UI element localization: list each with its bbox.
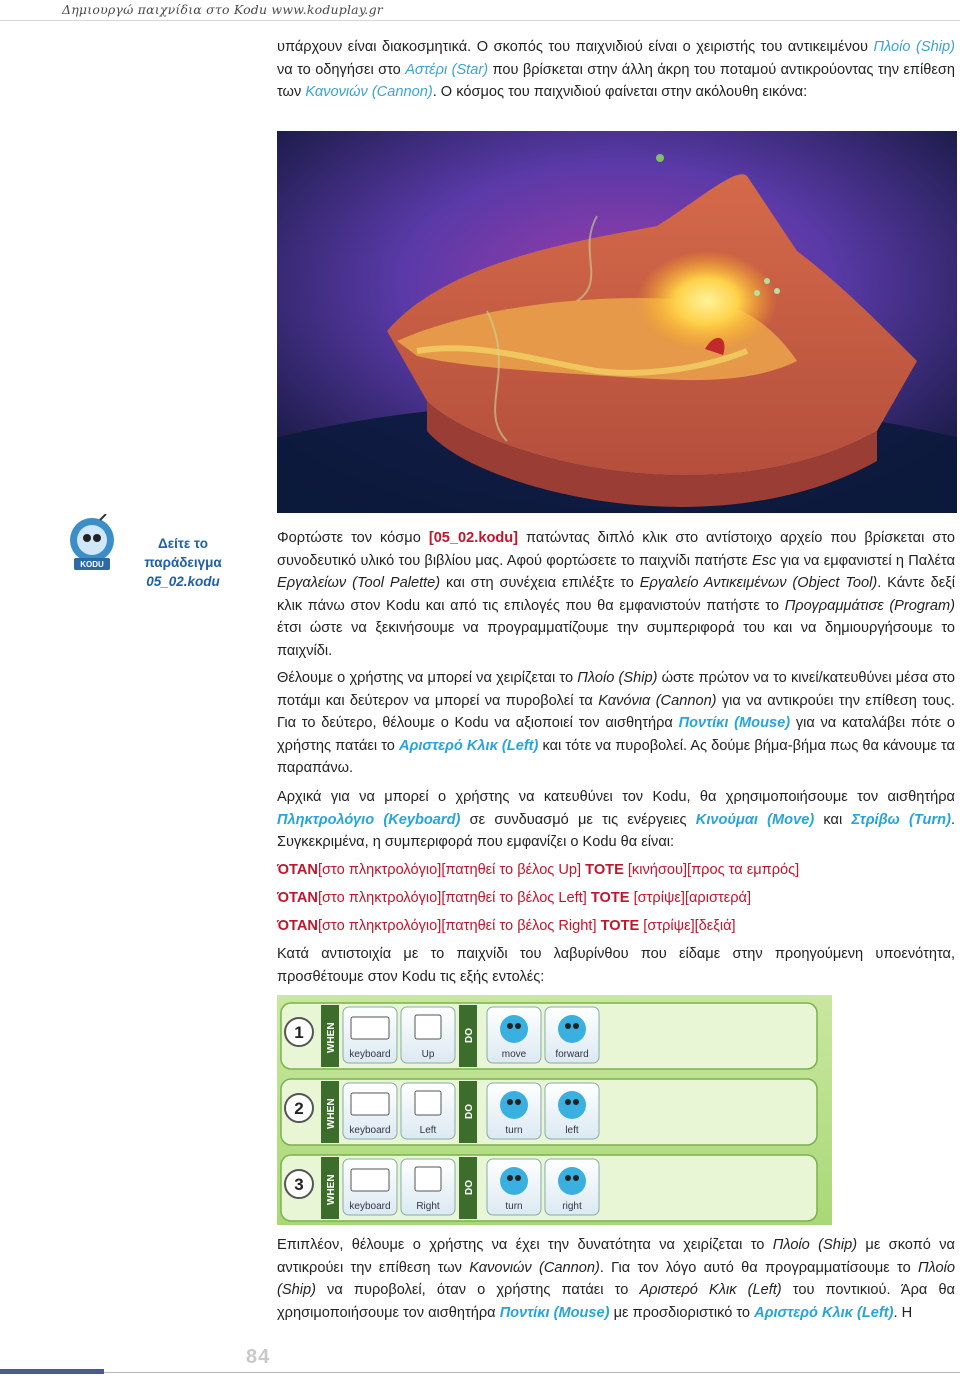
when-label: WHEN xyxy=(326,1174,337,1205)
do-label: DO xyxy=(464,1028,475,1043)
page-number: 84 xyxy=(246,1346,271,1368)
header-divider xyxy=(0,20,960,21)
filter-tile: Up xyxy=(421,1049,435,1060)
modifier-tile: right xyxy=(562,1201,582,1212)
paragraph-goals: Θέλουμε ο χρήστης να μπορεί να χειρίζεται το Πλοίο (Ship) ώστε πρώτον να το κινεί/κατευθύνει μέσα στο ποτάμι και δεύτερον να μπορεί να πυροβολεί τα Κανόνια (Cannon) για να αντικρούει την επίθεση τους. Για το δεύτερο, θέλουμε ο Kodu να αξιοποιεί τον αισθητήρα Ποντίκι (Mouse) για να καταλάβει πότε ο χρήστης πατάει το Αριστερό Κλικ (Left) και τότε να πυροβολεί. Ας δούμε βήμα-βήμα πως θα κάνουμε τα παραπάνω. xyxy=(277,670,955,777)
do-label: DO xyxy=(464,1104,475,1119)
example-reference: Δείτε το παράδειγμα 05_02.kodu xyxy=(144,536,222,589)
action-tile: move xyxy=(501,1049,527,1060)
action-tile: turn xyxy=(505,1125,523,1136)
do-label: DO xyxy=(464,1180,475,1195)
footer-accent-bar xyxy=(0,1369,104,1374)
sensor-tile: keyboard xyxy=(349,1201,391,1212)
rule-number: 3 xyxy=(294,1175,304,1194)
when-label: WHEN xyxy=(326,1098,337,1129)
intro-paragraph: υπάρχουν είναι διακοσμητικά. Ο σκοπός του παιχνιδιού είναι ο χειριστής του αντικειμένου Πλοίο (Ship) να το οδηγήσει στο Αστέρι (Star) που βρίσκεται στην άλλη άκρη του ποταμού αντικρούοντας την επίθεση των Κανονιών (Cannon). Ο κόσμος του παιχνιδιού φαίνεται στην ακόλουθη εικόνα: xyxy=(277,39,955,101)
paragraph-rules-intro: Κατά αντιστοιχία με το παιχνίδι του λαβυρίνθου που είδαμε στην προηγούμενη υποενότητα, προσθέτουμε στον Kodu τις εξής εντολές: xyxy=(277,946,955,985)
svg-text:KODU: KODU xyxy=(80,560,104,569)
paragraph-load-world: Φορτώστε τον κόσμο [05_02.kodu] πατώντας διπλό κλικ στο αντίστοιχο αρχείο που βρίσκεται στο συνοδευτικό υλικό του βιβλίου μας. Αφού φορτώσετε το παιχνίδι πατήστε Esc για να εμφανιστεί η Παλέτα Εργαλείων (Tool Palette) και στη συνέχεια επιλέξτε το Εργαλείο Αντικειμένων (Object Tool). Κάντε δεξί κλικ πάνω στον Kodu και από τις επιλογές που θα εμφανιστούν πατήστε το Προγραμμάτισε (Program) έτσι ώστε να ξεκινήσουμε να προγραμματίζουμε την συμπεριφορά του και να δημιουργήσουμε το παιχνίδι. xyxy=(277,530,956,659)
sensor-tile: keyboard xyxy=(349,1125,391,1136)
rule-row-1 xyxy=(281,1003,817,1069)
sensor-tile: keyboard xyxy=(349,1049,391,1060)
star-marker xyxy=(656,154,664,162)
footer-divider xyxy=(104,1372,960,1373)
page-header: Δημιουργώ παιχνίδια στο Kodu www.koduplay.gr xyxy=(62,2,383,17)
rule-number: 1 xyxy=(294,1023,304,1042)
kodu-rules-image xyxy=(277,995,832,1225)
modifier-tile: left xyxy=(565,1125,579,1136)
filter-tile: Right xyxy=(416,1201,440,1212)
modifier-tile: forward xyxy=(555,1049,589,1060)
command-line-3: ΌΤΑΝ[στο πληκτρολόγιο][πατηθεί το βέλος Right] ΤΟΤΕ [στρίψε][δεξιά] xyxy=(277,918,736,934)
filter-tile: Left xyxy=(419,1125,437,1136)
game-world-screenshot xyxy=(277,131,957,513)
command-line-1: ΌΤΑΝ[στο πληκτρολόγιο][πατηθεί το βέλος Up] ΤΟΤΕ [κινήσου][προς τα εμπρός] xyxy=(277,862,800,878)
rule-row-2 xyxy=(281,1079,817,1145)
rule-number: 2 xyxy=(294,1099,304,1118)
when-label: WHEN xyxy=(326,1022,337,1053)
action-tile: turn xyxy=(505,1201,523,1212)
rule-row-3 xyxy=(281,1155,817,1221)
command-line-2: ΌΤΑΝ[στο πληκτρολόγιο][πατηθεί το βέλος Left] ΤΟΤΕ [στρίψε][αριστερά] xyxy=(277,890,752,906)
paragraph-shooting: Επιπλέον, θέλουμε ο χρήστης να έχει την δυνατότητα να χειρίζεται το Πλοίο (Ship) με σκοπό να αντικρούει την επίθεση των Κανονιών (Cannon). Για τον λόγο αυτό θα προγραμματίσουμε το Πλοίο (Ship) να πυροβολεί, όταν ο χρήστης πατάει το Αριστερό Κλικ (Left) του ποντικιού. Άρα θα χρησιμοποιήσουμε τον αισθητήρα Ποντίκι (Mouse) με προσδιοριστικό το Αριστερό Κλικ (Left). Η xyxy=(277,1237,955,1321)
paragraph-keyboard: Αρχικά για να μπορεί ο χρήστης να κατευθύνει τον Kodu, θα χρησιμοποιήσουμε τον αισθητήρα Πληκτρολόγιο (Keyboard) σε συνδυασμό με τις ενέργειες Κινούμαι (Move) και Στρίβω (Turn). Συγκεκριμένα, η συμπεριφορά που εμφανίζει ο Kodu θα είναι: xyxy=(277,789,955,851)
